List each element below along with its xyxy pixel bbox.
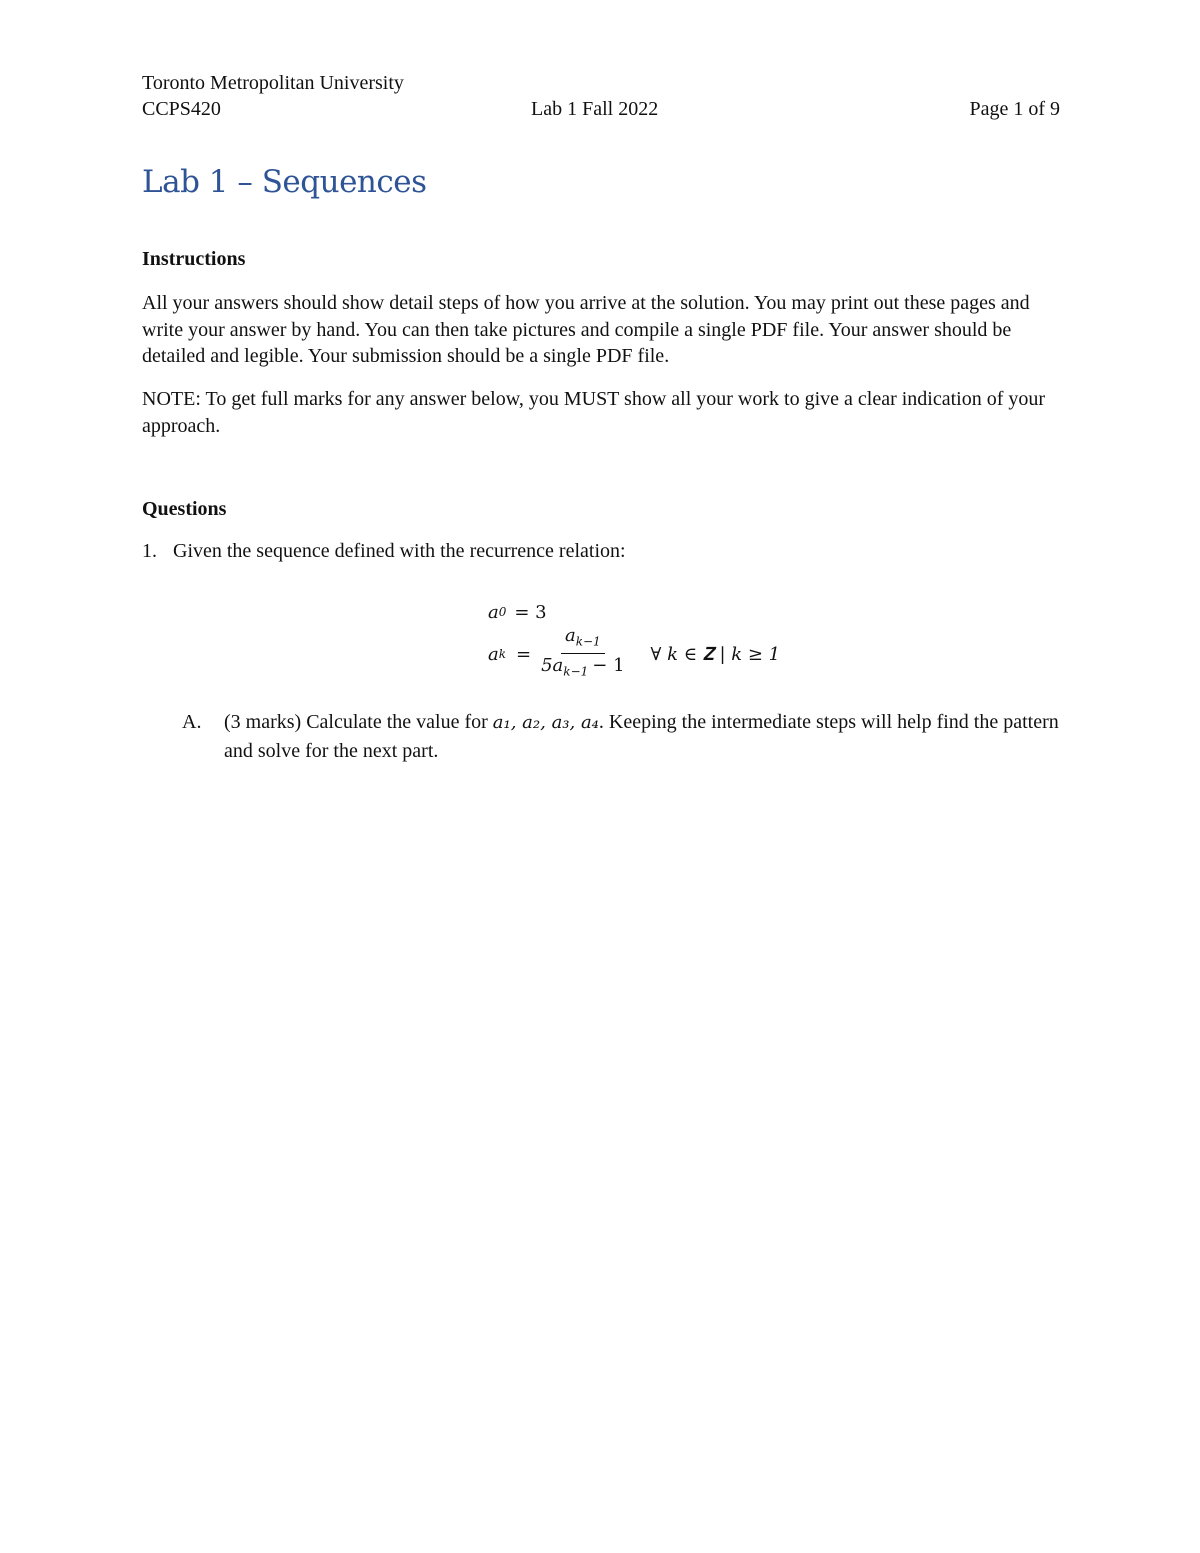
question-1 (142, 540, 626, 563)
instructions-note: NOTE: To get full marks for any answer below, you MUST show all your work to give a clear indication of your approach. (142, 388, 1046, 437)
part-a-instruction: . Keeping the intermediate steps will help find the pattern and solve for the next part. (224, 711, 1059, 762)
denominator-constant: − 1 (592, 654, 625, 676)
part-a (182, 708, 1062, 765)
part-a-prompt: (3 marks) Calculate the value for (224, 711, 488, 733)
recurrence-term: a (488, 643, 499, 665)
questions-heading: Questions (142, 498, 227, 520)
fraction-denominator (537, 654, 628, 684)
equals-sign: = (516, 643, 532, 665)
recurrence-relation (488, 596, 908, 680)
course-code: CCPS420 (142, 98, 221, 120)
denominator-subscript: k−1 (563, 664, 589, 679)
recurrence-subscript: k (498, 647, 507, 661)
recurrence-formula (488, 624, 908, 680)
initial-value: = 3 (514, 601, 547, 623)
initial-term: a (488, 601, 499, 623)
domain-condition: ∀ k ∈ 𝐙 | k ≥ 1 (650, 643, 781, 665)
page-header (142, 70, 1060, 122)
document-title: Lab 1 – Sequences (142, 164, 427, 200)
part-a-text (224, 708, 1062, 765)
denominator-term: 5a (541, 654, 564, 676)
part-a-letter: A. (182, 711, 202, 733)
part-a-terms: a₁, a₂, a₃, a₄ (492, 712, 599, 733)
numerator-term: a (564, 624, 576, 646)
fraction (537, 625, 628, 683)
initial-condition (488, 596, 908, 628)
numerator-subscript: k−1 (575, 634, 601, 649)
university-name: Toronto Metropolitan University (142, 72, 404, 94)
instructions-heading: Instructions (142, 248, 246, 270)
lab-term: Lab 1 Fall 2022 (531, 98, 659, 120)
instructions-paragraph-1: All your answers should show detail steps of how you arrive at the solution. You may print out these pages and write your answer by hand. You can then take pictures and compile a single PDF file. Your answer should be detailed and legible. Your submission should be a single PDF file. (142, 292, 1030, 367)
initial-subscript: 0 (498, 605, 507, 619)
question-text: Given the sequence defined with the recurrence relation: (173, 540, 626, 562)
page-number: Page 1 of 9 (969, 98, 1060, 120)
fraction-numerator (561, 625, 605, 654)
question-number: 1. (142, 540, 157, 562)
